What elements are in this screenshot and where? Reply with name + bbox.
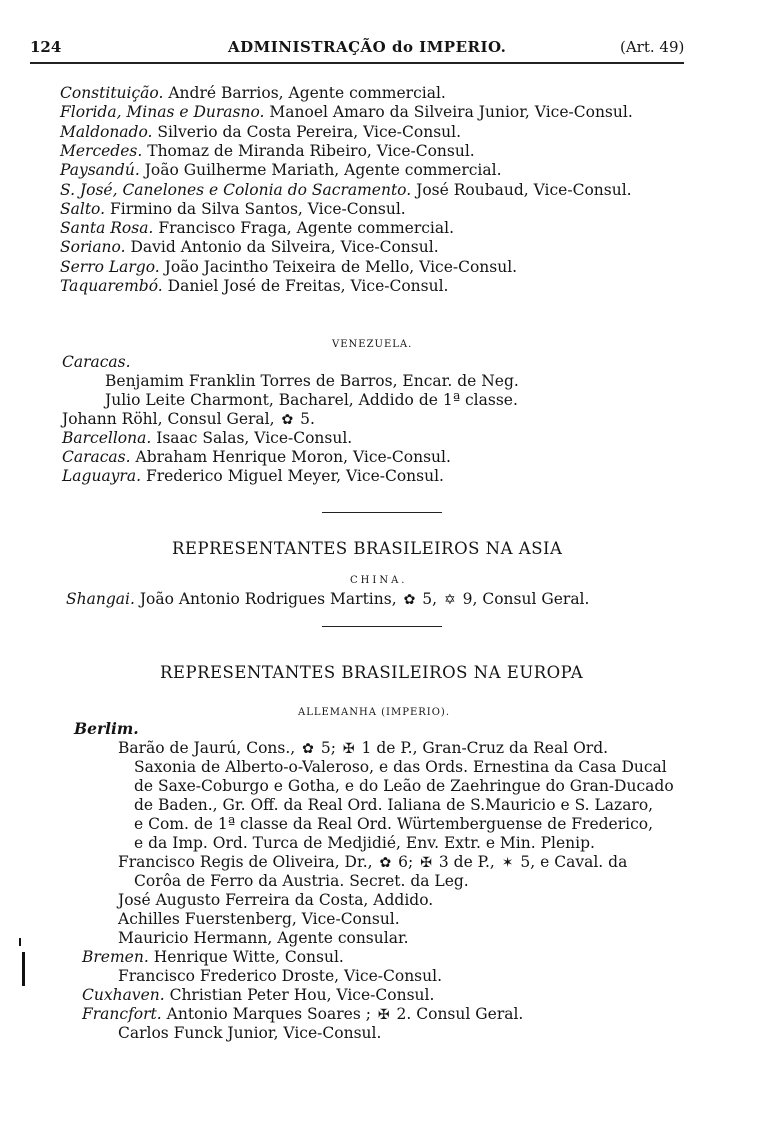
place-name: Barcellona. <box>62 429 152 447</box>
europe-line-1: Barão de Jaurú, Cons., ✿ 5; ✠ 1 de P., Gran-Cruz da Real Ord. <box>118 739 609 757</box>
rose-icon: ✿ <box>379 855 392 871</box>
place-name: Francfort. <box>82 1005 162 1023</box>
entry-text: Francisco Fraga, Agente commercial. <box>158 219 455 238</box>
venezuela-heading: VENEZUELA. <box>332 339 413 350</box>
europe-line-2: Saxonia de Alberto-o-Valeroso, e das Ords. Ernestina da Casa Ducal <box>134 758 667 776</box>
entry-text: Abraham Henrique Moron, Vice-Consul. <box>135 448 451 466</box>
venezuela-line-3 <box>62 410 315 429</box>
place-name: Santa Rosa. <box>60 219 154 238</box>
entry-text: André Barrios, Agente commercial. <box>168 84 446 102</box>
cross-icon: ✠ <box>377 1007 390 1023</box>
list-item <box>60 181 632 199</box>
bremen-entry: Bremen. Henrique Witte, Consul. <box>82 948 344 966</box>
europe-line-6: e da Imp. Ord. Turca de Medjidié, Env. Extr. e Min. Plenip. <box>134 834 595 852</box>
list-item <box>60 200 406 218</box>
consul-name: Johann Röhl, Consul Geral, <box>62 410 275 428</box>
rose-icon: ✿ <box>281 412 294 428</box>
entry-text: João Guilherme Mariath, Agente commercial. <box>144 161 502 180</box>
shangai-entry: Shangai. João Antonio Rodrigues Martins, ✿ 5, ✡ 9, Consul Geral. <box>66 590 590 608</box>
rose-icon: ✿ <box>403 592 416 608</box>
europe-line-10: Achilles Fuerstenberg, Vice-Consul. <box>118 910 400 928</box>
header-rule <box>30 62 684 64</box>
europe-line-9: José Augusto Ferreira da Costa, Addido. <box>118 891 434 909</box>
cuxhaven-entry: Cuxhaven. Christian Peter Hou, Vice-Consul. <box>82 986 435 1004</box>
place-name: Paysandú. <box>60 161 140 180</box>
entry-text: Firmino da Silva Santos, Vice-Consul. <box>109 199 406 218</box>
asia-heading: REPRESENTANTES BRASILEIROS NA ASIA <box>172 539 563 558</box>
place-name: Mercedes. <box>60 141 143 160</box>
star-icon: ✡ <box>443 592 456 608</box>
place-name: Constituição. <box>60 84 164 102</box>
europe-line-7: Francisco Regis de Oliveira, Dr., ✿ 6; ✠ 3 de P., ✶ 5, e Caval. da <box>118 853 628 871</box>
entry-text: Manoel Amaro da Silveira Junior, Vice-Consul. <box>269 103 633 122</box>
star-icon: ✶ <box>501 855 514 871</box>
place-name: Florida, Minas e Durasno. <box>60 103 265 122</box>
rose-icon: ✿ <box>302 741 314 757</box>
list-item <box>60 238 439 256</box>
europe-line-3: de Saxe-Coburgo e Gotha, e do Leão de Zaehringue do Gran-Ducado <box>134 777 674 795</box>
list-item <box>60 161 502 179</box>
place-name: S. José, Canelones e Colonia do Sacramento. <box>60 180 412 199</box>
entry-text: José Roubaud, Vice-Consul. <box>416 180 632 199</box>
entry-text: Frederico Miguel Meyer, Vice-Consul. <box>145 467 444 485</box>
place-name: Soriano. <box>60 238 126 257</box>
section-divider <box>322 626 442 627</box>
europe-line-11: Mauricio Hermann, Agente consular. <box>118 929 409 947</box>
list-item <box>60 103 633 121</box>
list-item <box>60 277 448 295</box>
list-item <box>62 467 444 485</box>
germany-heading: ALLEMANHA (IMPERIO). <box>298 707 451 718</box>
entry-text: João Jacintho Teixeira de Mello, Vice-Consul. <box>164 257 518 276</box>
place-name: Serro Largo. <box>60 257 160 276</box>
place-name: Bremen. <box>82 948 149 966</box>
venezuela-line-2: Julio Leite Charmont, Bacharel, Addido de 1ª classe. <box>105 391 518 409</box>
entry-text: Daniel José de Freitas, Vice-Consul. <box>167 277 449 295</box>
list-item <box>60 258 517 276</box>
place-name: Shangai. <box>66 590 135 608</box>
europe-line-13: Francisco Frederico Droste, Vice-Consul. <box>118 967 443 985</box>
entry-text: Silverio da Costa Pereira, Vice-Consul. <box>157 122 462 141</box>
cross-icon: ✠ <box>420 855 432 871</box>
place-name: Cuxhaven. <box>82 986 165 1004</box>
francfort-entry: Francfort. Antonio Marques Soares ; ✠ 2. Consul Geral. <box>82 1005 524 1023</box>
list-item <box>60 142 475 160</box>
caracas-label: Caracas. <box>62 353 131 371</box>
place-name: Maldonado. <box>60 122 153 141</box>
margin-mark <box>19 938 21 946</box>
europe-line-4: de Baden., Gr. Off. da Real Ord. Ialiana de S.Mauricio e S. Lazaro, <box>134 796 654 814</box>
margin-mark <box>22 952 25 986</box>
entry-text: David Antonio da Silveira, Vice-Consul. <box>130 238 439 257</box>
place-name: Caracas. <box>62 448 131 466</box>
list-item <box>60 123 461 141</box>
place-name: Taquarembó. <box>60 277 163 295</box>
china-heading: CHINA. <box>350 575 408 586</box>
page-number: 124 <box>30 38 62 56</box>
cross-icon: ✠ <box>342 741 355 757</box>
list-item <box>60 84 446 102</box>
list-item <box>62 429 352 447</box>
europe-line-16: Carlos Funck Junior, Vice-Consul. <box>118 1024 382 1042</box>
place-name: Salto. <box>60 199 106 218</box>
europe-heading: REPRESENTANTES BRASILEIROS NA EUROPA <box>160 663 584 682</box>
europe-line-8: Corôa de Ferro da Austria. Secret. da Leg. <box>134 872 469 890</box>
europe-line-5: e Com. de 1ª classe da Real Ord. Würtemberguense de Frederico, <box>134 815 654 833</box>
entry-text: Thomaz de Miranda Ribeiro, Vice-Consul. <box>147 141 475 160</box>
entry-text: Isaac Salas, Vice-Consul. <box>156 429 353 447</box>
berlim-label: Berlim. <box>74 719 139 738</box>
place-name: Laguayra. <box>62 467 142 485</box>
page-title: ADMINISTRAÇÃO do IMPERIO. <box>228 38 507 56</box>
decoration-grade: 5. <box>300 410 315 428</box>
venezuela-line-1: Benjamim Franklin Torres de Barros, Encar. de Neg. <box>105 372 519 390</box>
article-ref: (Art. 49) <box>620 38 685 56</box>
list-item <box>62 448 451 466</box>
section-divider <box>322 512 442 513</box>
list-item <box>60 219 454 237</box>
